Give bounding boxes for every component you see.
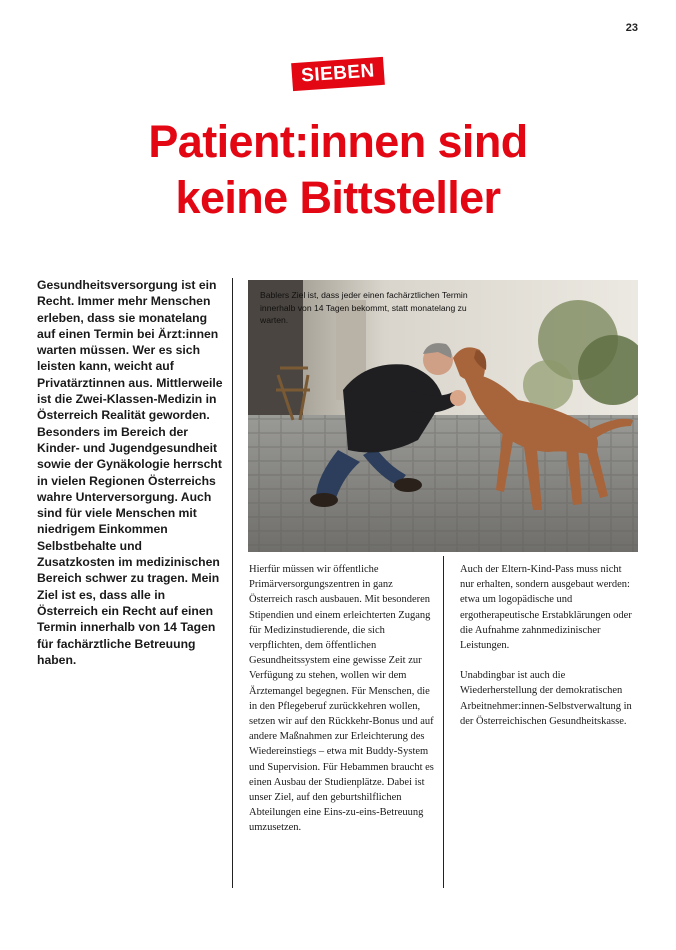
headline — [0, 114, 676, 226]
page-number: 23 — [625, 22, 638, 34]
body-column-2: Hierfür müssen wir öffentliche Primärversorgungszentren in ganz Österreich rasch ausbauen. Mit besonderen Stipendien und einem erleichterten Zugang für Medizinstudierende, die sich verpflichten, dem öffentlichen Gesundheitssystem eine gewisse Zeit zur Verfügung zu stehen, wollen wir dem Ärztemangel begegnen. Für Menschen, die in den Pflegeberuf zurückkehren wollen, setzen wir auf den Rückkehr-Bonus und auf andere Maßnahmen zur Erleichterung des Wiedereinstiegs – etwa mit Buddy-System und Supervision. Für Hebammen braucht es einen Ausbau der Studienplätze. Dabei ist unser Ziel, auf den geburtshilflichen Abteilungen eine Eins-zu-eins-Betreuung umzusetzen. — [249, 564, 434, 834]
body-column-3-paragraph-1: Auch der Eltern-Kind-Pass muss nicht nur erhalten, sondern ausgebaut werden: etwa um logopädische und ergotherapeutische Erstabklärungen oder die Aufnahme zahnmedizinischer Leistungen. — [460, 564, 632, 652]
lead-paragraph: Gesundheitsversorgung ist ein Recht. Immer mehr Menschen erleben, dass sie monatelang auf einen Termin bei Ärzt:innen warten müssen. Wer es sich leisten kann, weicht auf Privatärztinnen aus. Mittlerweile ist die Zwei-Klassen-Medizin in Österreich Realität geworden. Besonders im Bereich der Kinder- und Jugendgesundheit sowie der Gynäkologie herrscht in vielen Regionen Österreichs wahre Unterversorgung. Auch sind für viele Menschen mit niedrigem Einkommen Selbstbehalte und Zusatzkosten im medizinischen Bereich schwer zu tragen. Mein Ziel ist es, dass alle in Österreich ein Recht auf einen Termin innerhalb von 14 Tagen für fachärztliche Betreuung haben. — [37, 278, 223, 667]
body-column-3-paragraph-2: Unabdingbar ist auch die Wiederherstellung der demokratischen Arbeitnehmer:innen-Selbstverwaltung in der Österreichischen Gesundheitskasse. — [460, 670, 632, 727]
section-badge-label: SIEBEN — [300, 60, 376, 87]
article-photo — [248, 280, 638, 552]
body-column-3 — [460, 562, 638, 744]
headline-line-2: keine Bittsteller — [175, 172, 501, 223]
photo-caption: Bablers Ziel ist, dass jeder einen fachärztlichen Termin innerhalb von 14 Tagen bekommt, statt monatelang zu warten. — [260, 290, 468, 325]
column-divider-left — [232, 278, 233, 888]
column-divider-right — [443, 556, 444, 888]
headline-line-1: Patient:innen sind — [148, 116, 528, 167]
section-badge — [291, 57, 385, 91]
